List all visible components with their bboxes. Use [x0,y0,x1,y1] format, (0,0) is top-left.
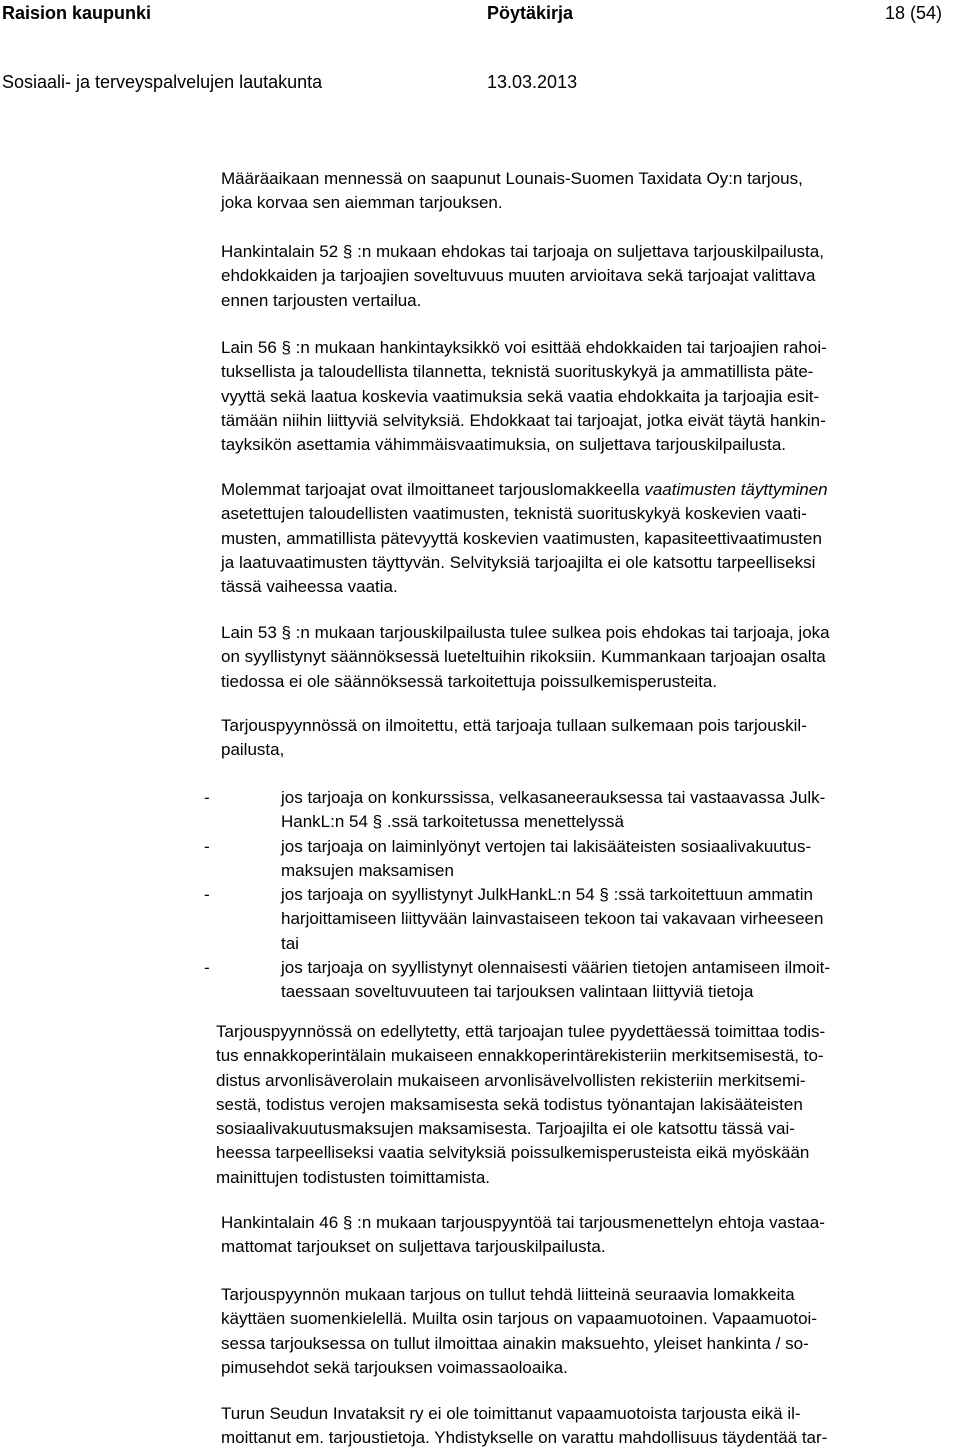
paragraph-exclusion-intro [221,714,951,763]
text-line: sessa tarjouksessa on tullut ilmoittaa ainakin maksuehto, yleiset hankinta / so- [221,1333,809,1353]
list-item [204,835,954,884]
text-line: jos tarjoaja on syyllistynyt JulkHankL:n 54 § :ssä tarkoitettuun ammatin [281,885,813,905]
text-line: jos tarjoaja on laiminlyönyt vertojen tai lakisääteisten sosiaalivakuutus- [281,836,812,856]
page-header [0,0,960,100]
text-line: tayksikön asettamia vähimmäisvaatimuksia, on suljettava tarjouskilpailusta. [221,435,787,455]
meeting-date: 13.03.2013 [487,72,578,92]
text-line: ja laatuvaatimusten täyttyvän. Selvityksiä tarjoajilta ei ole katsottu tarpeelliseksi [221,552,816,572]
text-line: on syyllistynyt säännöksessä lueteltuihin rikoksiin. Kummankaan tarjoajan osalta [221,647,826,667]
text-line: Hankintalain 52 § :n mukaan ehdokas tai tarjoaja on suljettava tarjouskilpailusta, [221,242,824,261]
text-line: Hankintalain 46 § :n mukaan tarjouspyyntöä tai tarjousmenettelyn ehtoja vastaa- [221,1213,825,1232]
text-line: heessa tarpeelliseksi vaatia selvityksiä poissulkemisperusteista eikä myöskään [216,1143,810,1163]
dash-bullet: - [204,885,210,905]
paragraph-section-53 [221,621,951,694]
board-name: Sosiaali- ja terveyspalvelujen lautakunta [2,72,323,92]
text-line: Molemmat tarjoajat ovat ilmoittaneet tarjouslomakkeella vaatimusten täyttyminen [221,480,828,499]
text-line: jos tarjoaja on syyllistynyt olennaisesti väärien tietojen antamiseen ilmoit- [281,958,830,978]
text-line: musten, ammatillista pätevyyttä koskevien vaatimusten, kapasiteettivaatimusten [221,528,822,548]
text-line: Lain 56 § :n mukaan hankintayksikkö voi esittää ehdokkaiden tai tarjoajien rahoi- [221,338,827,357]
text-line: tus ennakkoperintälain mukaiseen ennakkoperintärekisteriin merkitsemisestä, to- [216,1046,824,1066]
paragraph-section-52 [221,240,951,313]
list-item [204,786,954,835]
text-line: tuksellista ja taloudellista tilannetta, teknistä suorituskykyä ja ammatillista päte- [221,362,814,382]
paragraph-forms [221,1283,951,1380]
text-line: asetettujen taloudellisten vaatimusten, teknistä suorituskykyä koskevien vaati- [221,504,807,524]
text-line: tiedossa ei ole säännöksessä tarkoitettuja poissulkemisperusteita. [221,671,718,691]
text-line: tämään niihin liittyviä selvityksiä. Ehdokkaat tai tarjoajat, jotka eivät täytä hankin- [221,410,826,430]
text-line: pimusehdot sekä tarjouksen voimassaoloaika. [221,1357,568,1377]
dash-bullet: - [204,958,210,978]
text-line: sosiaalivakuutusmaksujen maksamisesta. Tarjoajilta ei ole katsottu tässä vai- [216,1119,795,1139]
text-line: Määräaikaan mennessä on saapunut Lounais-Suomen Taxidata Oy:n tarjous, [221,169,803,188]
document-type: Pöytäkirja [487,3,574,23]
exclusion-list [204,786,954,1005]
text-line: moittanut em. tarjoustietoja. Yhdistykselle on varattu mahdollisuus täydentää tar- [221,1428,828,1448]
paragraph-invataksit [221,1402,951,1451]
list-item [204,883,954,956]
text-line: mattomat tarjoukset on suljettava tarjouskilpailusta. [221,1237,606,1257]
text-line: ennen tarjousten vertailua. [221,290,422,310]
text-line: tässä vaiheessa vaatia. [221,577,398,597]
text-line: vyyttä sekä laatua koskevia vaatimuksia sekä vaatia ehdokkaita ja tarjoajia esit- [221,386,820,406]
paragraph-section-56 [221,336,951,457]
text-line: distus arvonlisäverolain mukaiseen arvonlisävelvollisten rekisteriin merkitsemi- [216,1070,806,1090]
text-line: sestä, todistus verojen maksamisesta sekä todistus työnantajan lakisääteisten [216,1094,803,1114]
organization-name: Raision kaupunki [2,3,152,23]
dash-bullet: - [204,836,210,856]
text-line: Tarjouspyynnön mukaan tarjous on tullut tehdä liitteinä seuraavia lomakkeita [221,1285,795,1304]
text-line: jos tarjoaja on konkurssissa, velkasaneerauksessa tai vastaavassa Julk- [281,788,826,807]
text-line: taessaan soveltuvuuteen tai tarjouksen valintaan liittyviä tietoja [281,982,754,1002]
list-item [204,956,954,1005]
text-line: Tarjouspyynnössä on edellytetty, että tarjoajan tulee pyydettäessä toimittaa todis- [216,1022,826,1041]
text-line: harjoittamiseen liittyvään lainvastaiseen tekoon tai vakavaan virheeseen [281,909,824,929]
text-line: Lain 53 § :n mukaan tarjouskilpailusta tulee sulkea pois ehdokas tai tarjoaja, joka [221,623,830,642]
text-line: maksujen maksamisen [281,860,454,880]
text-line: HankL:n 54 § .ssä tarkoitetussa menettelyssä [281,812,625,832]
text-line: Turun Seudun Invataksit ry ei ole toimittanut vapaamuotoista tarjousta eikä il- [221,1404,801,1423]
text-line: tai [281,933,299,953]
paragraph-section-46 [221,1211,951,1260]
text-line: käyttäen suomenkielellä. Muilta osin tarjous on vapaamuotoinen. Vapaamuotoi- [221,1309,817,1329]
text-line: ehdokkaiden ja tarjoajien soveltuvuus muuten arvioitava sekä tarjoajat valittava [221,266,816,286]
page-number: 18 (54) [884,3,942,23]
dash-bullet: - [204,788,210,807]
paragraph-certificates [216,1020,956,1190]
paragraph-requirements [221,478,951,599]
text-line: pailusta, [221,740,285,760]
text-line: Tarjouspyynnössä on ilmoitettu, että tarjoaja tullaan sulkemaan pois tarjouskil- [221,716,807,735]
text-line: joka korvaa sen aiemman tarjouksen. [221,193,503,213]
text-line: mainittujen todistusten toimittamista. [216,1167,491,1187]
paragraph-deadline [221,167,951,216]
